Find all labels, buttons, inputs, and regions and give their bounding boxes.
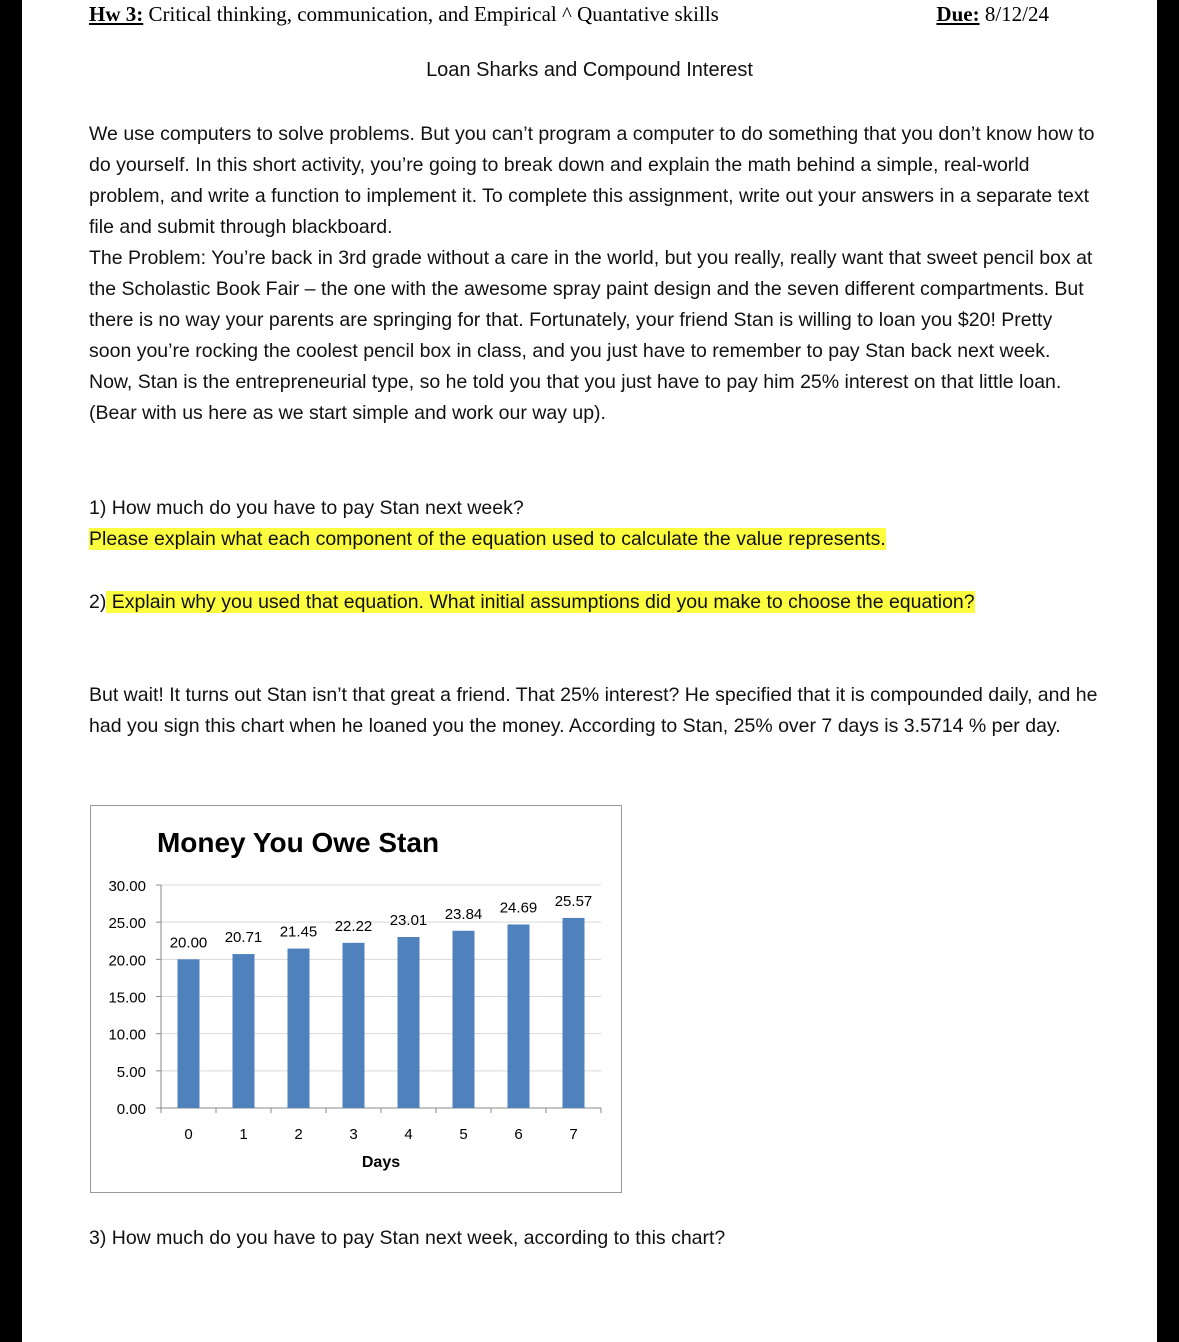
bar [233,954,255,1108]
data-label: 25.57 [554,892,593,910]
question-2-text: Explain why you used that equation. What initial assumptions did you make to choose the equation? [106,591,975,613]
money-owed-chart [90,805,622,1193]
assignment-header [89,2,1049,30]
x-tick-label: 6 [514,1126,523,1143]
y-tick-label: 25.00 [108,915,146,933]
document-page [22,0,1157,1342]
x-tick-label: 3 [349,1126,358,1143]
data-label: 23.84 [444,905,483,923]
due-date [936,2,1049,27]
data-label: 24.69 [499,899,538,917]
bar [563,918,585,1108]
bar [343,943,365,1108]
question-1-text: 1) How much do you have to pay Stan next week? [89,497,524,519]
question-1 [89,493,1099,555]
x-tick-label: 5 [459,1126,468,1143]
x-axis-label: Days [361,1154,401,1171]
data-label: 20.00 [169,934,208,952]
bar [398,937,420,1108]
x-tick-label: 1 [239,1126,248,1143]
problem-paragraph: The Problem: You’re back in 3rd grade without a care in the world, but you really, really want that sweet pencil box at the Scholastic Book Fair – the one with the awesome spray paint design and the seven different compartments. But there is no way your parents are springing for that. Fortunately, your friend Stan is willing to loan you $20! Pretty soon you’re rocking the coolest pencil box in class, and you just have to remember to pay Stan back next week. [89,247,1093,362]
intro-section [89,119,1099,429]
chart-title: Money You Owe Stan [156,827,440,858]
homework-title [89,2,719,27]
y-tick-label: 20.00 [108,952,146,970]
x-tick-label: 7 [569,1126,578,1143]
question-3-text: 3) How much do you have to pay Stan next week, according to this chart? [89,1227,726,1249]
homework-title-text: Critical thinking, communication, and Empirical ^ Quantative skills [143,2,719,26]
bar [288,949,310,1108]
bar [453,931,475,1108]
question-2-number: 2) [89,591,107,613]
y-tick-label: 10.00 [108,1026,146,1044]
y-tick-label: 30.00 [108,878,146,895]
question-2 [89,587,1099,618]
intro-paragraph-1: We use computers to solve problems. But you can’t program a computer to do something that you don’t know how to do yourself. In this short activity, you’re going to break down and explain the math behind a simple, real-world problem, and write a function to implement it. To complete this assignment, write out your answers in a separate text file and submit through blackboard. [89,123,1095,238]
page-subtitle: Loan Sharks and Compound Interest [426,59,753,81]
data-label: 23.01 [389,911,428,929]
bar [508,924,530,1108]
interest-paragraph: Now, Stan is the entrepreneurial type, so he told you that you just have to pay him 25% interest on that little loan. (Bear with us here as we start simple and work our way up). [89,371,1062,424]
due-date-value: 8/12/24 [979,2,1049,26]
homework-label: Hw 3: [89,2,144,26]
y-tick-label: 0.00 [116,1101,146,1118]
data-label: 22.22 [334,917,373,935]
compound-paragraph [89,680,1099,742]
x-tick-label: 4 [404,1126,413,1143]
y-tick-label: 5.00 [116,1063,146,1081]
data-label: 20.71 [224,929,263,947]
compound-paragraph-text: But wait! It turns out Stan isn’t that great a friend. That 25% interest? He specified that it is compounded daily, and he had you sign this chart when he loaned you the money. According to Stan, 25% over 7 days is 3.5714 % per day. [89,684,1098,737]
chart-canvas [91,806,621,1192]
due-label: Due: [936,2,980,26]
x-tick-label: 2 [294,1126,303,1143]
question-1-note: Please explain what each component of the equation used to calculate the value represents. [89,528,886,550]
y-tick-label: 15.00 [108,989,146,1007]
bar [178,959,200,1108]
data-label: 21.45 [279,923,318,941]
x-tick-label: 0 [184,1126,193,1143]
